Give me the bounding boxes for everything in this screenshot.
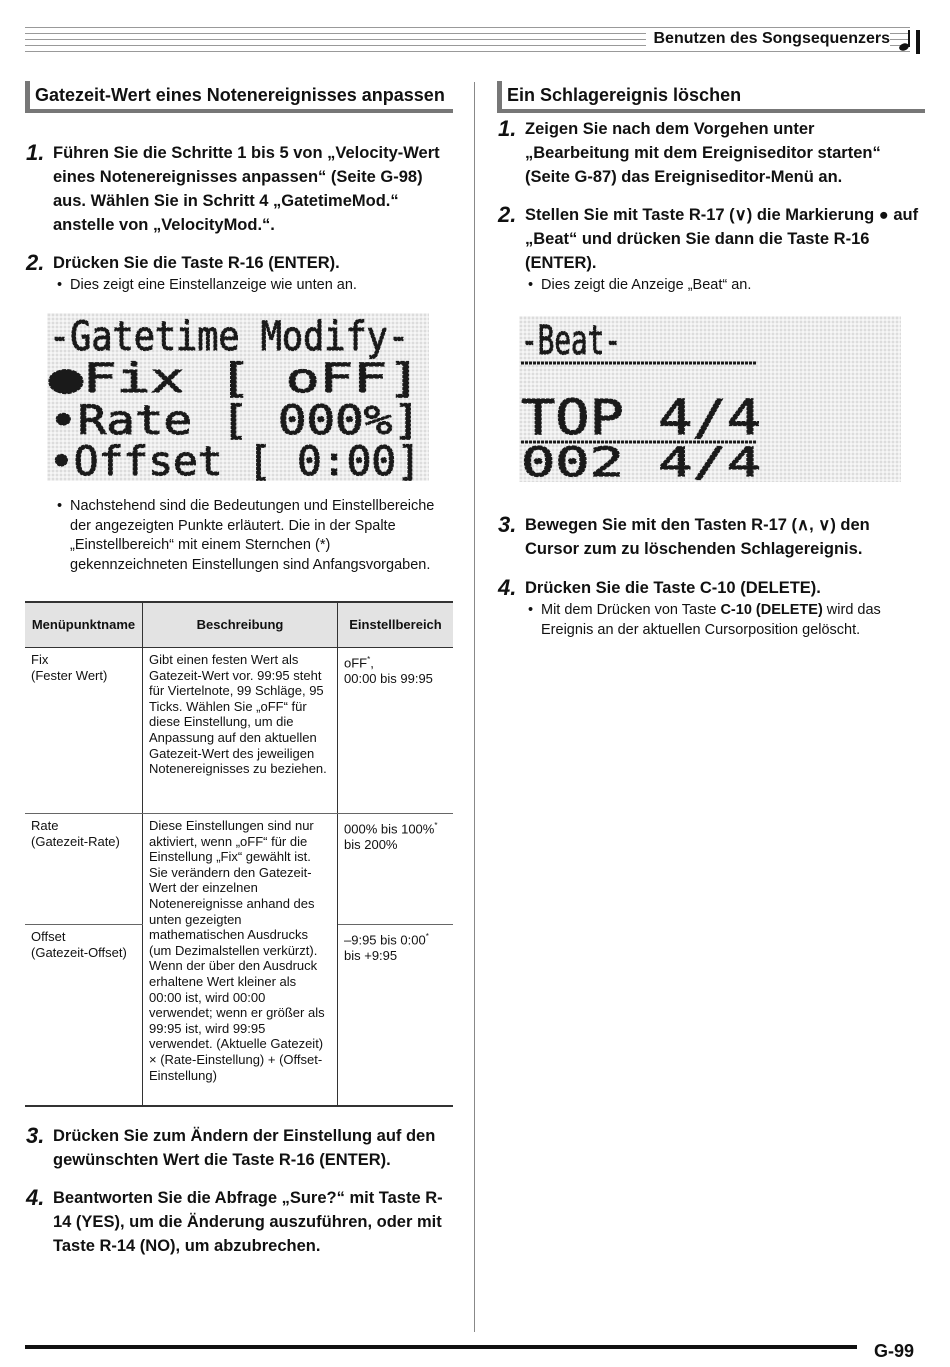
step-text: Bewegen Sie mit den Tasten R-17 (∧, ∨) den Cursor zum zu löschenden Schlagereignis. (525, 516, 870, 558)
lcd-line: ●Fix [ oFF] (49, 356, 421, 402)
item-subname: (Fester Wert) (31, 667, 108, 683)
step-text: Führen Sie die Schritte 1 bis 5 von „Velocity-Wert eines Notenereignisses anpassen“ (Seite G-98) aus. Wählen Sie in Schritt 4 „GatetimeMod.“ anstelle von „VelocityMod.“. (53, 144, 440, 234)
lcd-display-gatetime (47, 313, 429, 481)
step-number: 2. (26, 250, 45, 275)
header-title: Benutzen des Songsequenzers (646, 30, 891, 48)
settings-table (25, 601, 453, 1107)
col-header-description: Beschreibung (143, 602, 338, 648)
bullet-note: • Nachstehend sind die Bedeutungen und Einstellbereiche der angezeigten Punkte erläutert. Die in der Spalte „Einstellbereich“ mit einem Sternchen (*) gekennzeichneten Einstellungen sind Anfangsvorgaben. (57, 498, 435, 573)
section-heading-delete-beat: Ein Schlagereignis löschen (497, 81, 925, 113)
lcd-line: -Gatetime Modify- (49, 314, 409, 360)
item-name: Rate (31, 818, 59, 833)
lcd-display-beat (519, 316, 901, 482)
item-range: oFF*, 00:00 bis 99:95 (338, 648, 454, 814)
item-description: Gibt einen festen Wert als Gatezeit-Wert vor. 99:95 steht für Viertelnote, 99 Schläge, 95 Ticks. Wählen Sie „oFF“ für diese Einstellung, um die Anpassung auf den aktuellen Gatezeit-Wert des jeweiligen Notenereignisses zu beziehen. (143, 648, 338, 814)
item-name: Offset (31, 929, 66, 944)
step-number: 3. (26, 1123, 45, 1148)
step-text: Beantworten Sie die Abfrage „Sure?“ mit Taste R-14 (YES), um die Änderung auszuführen, oder mit Taste R-14 (NO), um abzubrechen. (53, 1189, 443, 1255)
step-number: 3. (498, 512, 517, 537)
item-subname: (Gatezeit-Offset) (31, 944, 127, 960)
table-row (25, 814, 453, 925)
col-header-range: Einstellbereich (338, 602, 454, 648)
step-number: 4. (498, 575, 517, 600)
table-row (25, 648, 453, 814)
bullet-item: • Dies zeigt die Anzeige „Beat“ an. (528, 277, 752, 293)
step-text: Drücken Sie die Taste R-16 (ENTER). (53, 254, 340, 272)
lcd-line: •Offset [ 0:00] (49, 439, 421, 481)
footer-rule (25, 1345, 857, 1349)
step-text: Drücken Sie die Taste C-10 (DELETE). (525, 579, 821, 597)
bullet-item: • Dies zeigt eine Einstellanzeige wie unten an. (57, 277, 357, 293)
lcd-line: -Beat- (521, 318, 621, 364)
bullet-item: • Mit dem Drücken von Taste C-10 (DELETE) wird das Ereignis an der aktuellen Cursorposition gelöscht. (528, 602, 881, 638)
item-range: 000% bis 100%* bis 200% (338, 814, 454, 925)
step-number: 2. (498, 202, 517, 227)
column-divider (474, 82, 475, 1332)
step-number: 1. (26, 140, 45, 165)
lcd-line: TOP 4/4 (521, 390, 761, 446)
col-header-name: Menüpunktname (25, 602, 143, 648)
item-description: Diese Einstellungen sind nur aktiviert, wenn „oFF“ für die Einstellung „Fix“ gewählt ist. Sie verändern den Gatezeit-Wert der einzelnen Notenereignisse anhand des unten gezeigten mathematischen Ausdrucks (um Dezimalstellen verkürzt). Wenn der über den Ausdruck erhaltene Wert kleiner als 00:00 ist, wird 00:00 verwendet; wenn er größer als 99:95 ist, wird 99:95 verwendet. (Aktuelle Gatezeit) × (Rate-Einstellung) + (Offset-Einstellung) (143, 814, 338, 1106)
item-name: Fix (31, 652, 49, 667)
item-subname: (Gatezeit-Rate) (31, 833, 120, 849)
item-range: –9:95 bis 0:00* bis +9:95 (338, 925, 454, 1106)
lcd-line: 002 4/4 (521, 440, 761, 482)
step-text: Stellen Sie mit Taste R-17 (∨) die Markierung ● auf „Beat“ und drücken Sie dann die Taste R-16 (ENTER). (525, 206, 919, 272)
step-number: 4. (26, 1185, 45, 1210)
page-number: G-99 (874, 1341, 915, 1361)
step-number: 1. (498, 116, 517, 141)
lcd-line: •Rate [ 000%] (49, 398, 421, 444)
section-heading-gatetime: Gatezeit-Wert eines Notenereignisses anpassen (25, 81, 453, 113)
step-text: Zeigen Sie nach dem Vorgehen unter „Bearbeitung mit dem Ereigniseditor starten“ (Seite G-87) das Ereigniseditor-Menü an. (525, 120, 881, 186)
step-text: Drücken Sie zum Ändern der Einstellung auf den gewünschten Wert die Taste R-16 (ENTER). (53, 1127, 436, 1169)
music-note-icon (896, 28, 922, 54)
